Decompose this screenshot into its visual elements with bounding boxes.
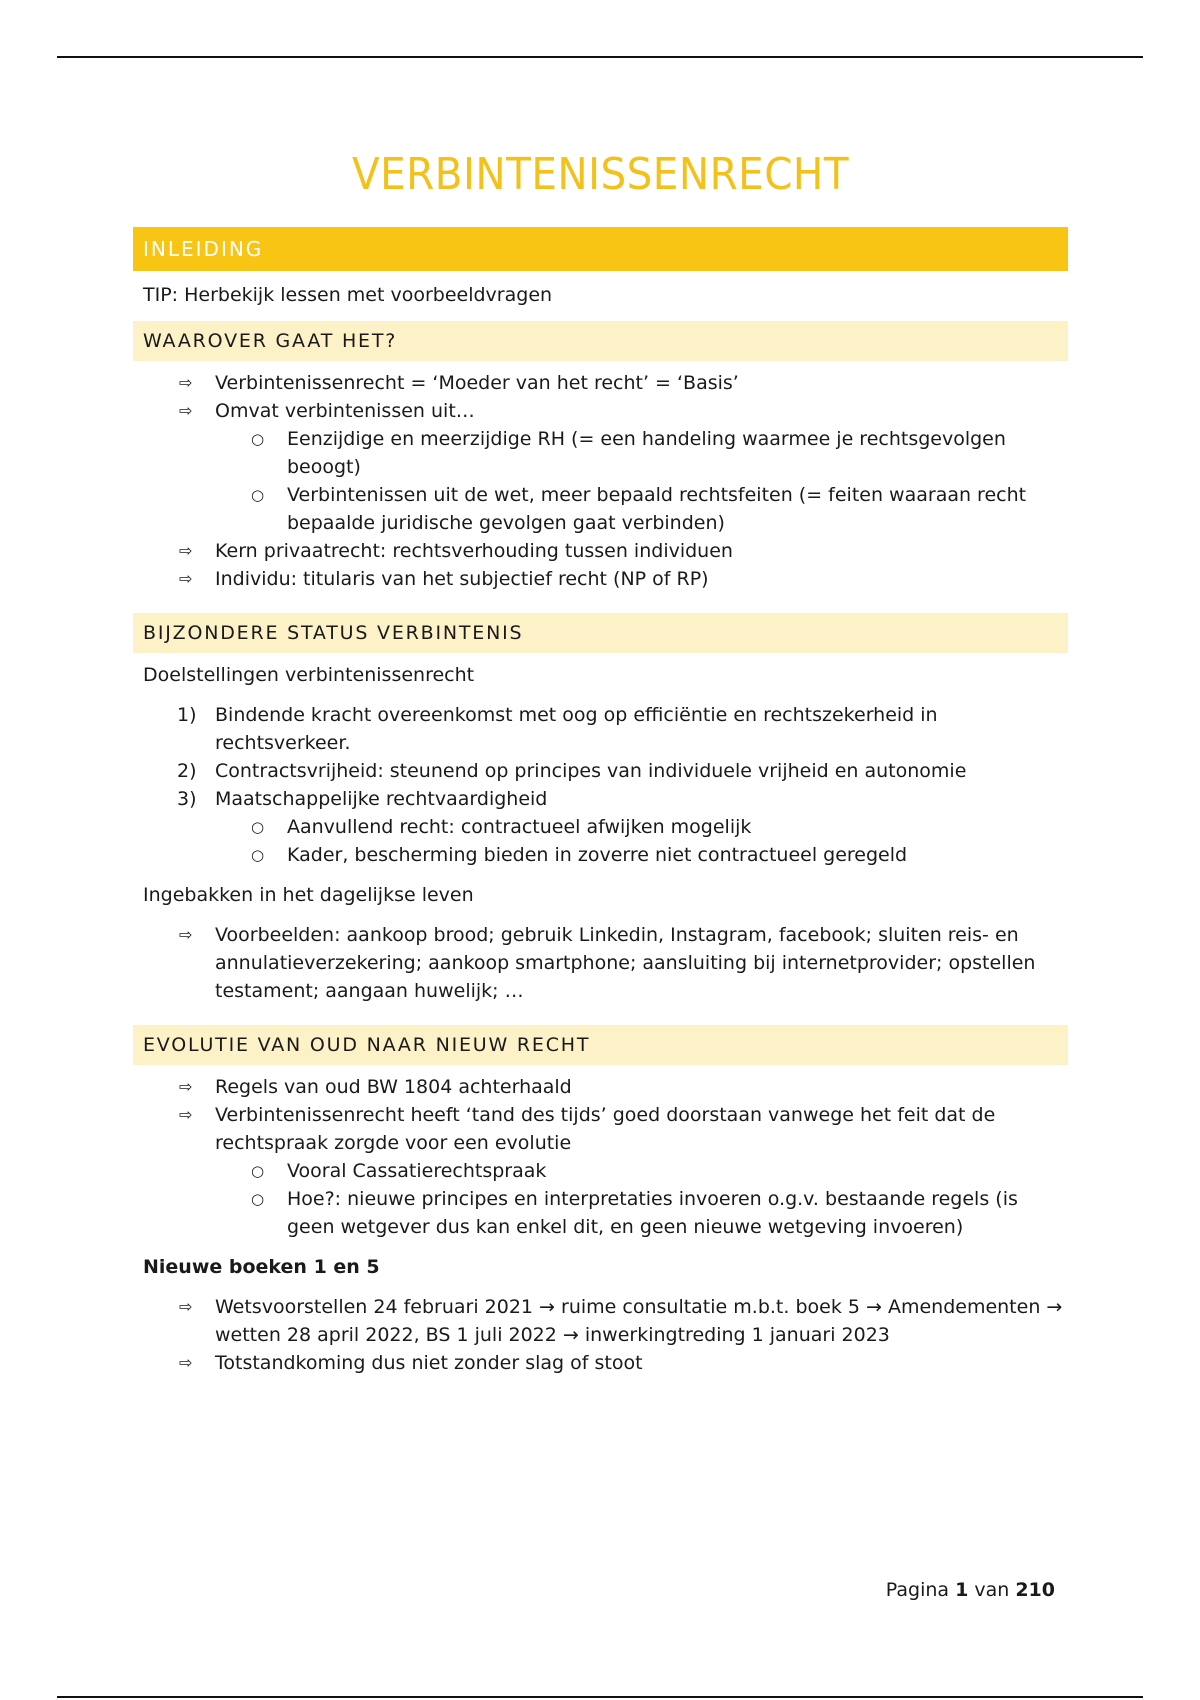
bold-subheading: Nieuwe boeken 1 en 5 xyxy=(143,1256,380,1278)
page-title: VERBINTENISSENRECHT xyxy=(351,149,850,200)
heading-status: BIJZONDERE STATUS VERBINTENIS xyxy=(133,613,1068,653)
tip-text: TIP: Herbekijk lessen met voorbeeldvragen xyxy=(143,284,553,306)
list-item: ⇨ Kern privaatrecht: rechtsverhouding tussen individuen xyxy=(133,537,1068,565)
arrow-bullet-icon: ⇨ xyxy=(179,1353,193,1372)
bottom-rule xyxy=(57,1696,1143,1698)
sub-list-item: ○ Verbintenissen uit de wet, meer bepaald rechtsfeiten (= feiten waaraan recht bepaalde juridische gevolgen gaat verbinden) xyxy=(133,481,1068,537)
heading-inleiding: INLEIDING xyxy=(133,227,1068,271)
top-rule xyxy=(57,56,1143,58)
status-numbered-list xyxy=(133,701,1068,869)
list-item: ⇨ Individu: titularis van het subjectief recht (NP of RP) xyxy=(133,565,1068,593)
list-item: ⇨ Verbintenissenrecht = ‘Moeder van het recht’ = ‘Basis’ xyxy=(133,369,1068,397)
list-item: ⇨ Omvat verbintenissen uit… ○ Eenzijdige en meerzijdige RH (= een handeling waarmee je rechtsgevolgen beoogt) ○ Verbintenissen uit de wet, meer bepaald rechtsfeiten (= feiten waaraan recht bepaalde juridische gevolgen gaat verbinden) xyxy=(133,397,1068,537)
heading-waarover: WAAROVER GAAT HET? xyxy=(133,321,1068,361)
list-item: ⇨ Voorbeelden: aankoop brood; gebruik Linkedin, Instagram, facebook; sluiten reis- en annulatieverzekering; aankoop smartphone; aansluiting bij internetprovider; opstellen testament; aangaan huwelijk; … xyxy=(133,921,1068,1005)
circle-bullet-icon: ○ xyxy=(251,846,265,864)
list-item: ⇨ Wetsvoorstellen 24 februari 2021 → ruime consultatie m.b.t. boek 5 → Amendementen → wetten 28 april 2022, BS 1 juli 2022 → inwerkingtreding 1 januari 2023 xyxy=(133,1293,1068,1349)
arrow-bullet-icon: ⇨ xyxy=(179,541,193,560)
arrow-bullet-icon: ⇨ xyxy=(179,401,193,420)
sub-list-item: ○ Eenzijdige en meerzijdige RH (= een handeling waarmee je rechtsgevolgen beoogt) xyxy=(133,425,1068,481)
numbered-item: 3) Maatschappelijke rechtvaardigheid ○ Aanvullend recht: contractueel afwijken mogelijk ○ Kader, bescherming bieden in zoverre niet contractueel geregeld xyxy=(133,785,1068,869)
status-intro: Doelstellingen verbintenissenrecht xyxy=(143,664,475,686)
arrow-bullet-icon: ⇨ xyxy=(179,373,193,392)
examples-list xyxy=(133,921,1068,1005)
status-intro-2: Ingebakken in het dagelijkse leven xyxy=(143,884,474,906)
page-number: Pagina 1 van 210 xyxy=(885,1579,1055,1601)
evolutie-list xyxy=(133,1073,1068,1241)
circle-bullet-icon: ○ xyxy=(251,1162,265,1180)
sub-list-item: ○ Aanvullend recht: contractueel afwijken mogelijk xyxy=(133,813,1068,841)
sub-list-item: ○ Hoe?: nieuwe principes en interpretaties invoeren o.g.v. bestaande regels (is geen wetgever dus kan enkel dit, en geen nieuwe wetgeving invoeren) xyxy=(133,1185,1068,1241)
circle-bullet-icon: ○ xyxy=(251,430,265,448)
circle-bullet-icon: ○ xyxy=(251,1190,265,1208)
list-item: ⇨ Totstandkoming dus niet zonder slag of stoot xyxy=(133,1349,1068,1377)
nieuwe-boeken-list xyxy=(133,1293,1068,1377)
numbered-item: 2) Contractsvrijheid: steunend op principes van individuele vrijheid en autonomie xyxy=(177,760,967,782)
numbered-item: 1) Bindende kracht overeenkomst met oog op efficiëntie en rechtszekerheid in rechtsverkeer. xyxy=(177,704,938,754)
circle-bullet-icon: ○ xyxy=(251,818,265,836)
arrow-bullet-icon: ⇨ xyxy=(179,1105,193,1124)
arrow-bullet-icon: ⇨ xyxy=(179,925,193,944)
document-body xyxy=(133,140,1068,1377)
arrow-bullet-icon: ⇨ xyxy=(179,1077,193,1096)
waarover-list xyxy=(133,369,1068,593)
sub-list-item: ○ Kader, bescherming bieden in zoverre niet contractueel geregeld xyxy=(133,841,1068,869)
list-item: ⇨ Regels van oud BW 1804 achterhaald xyxy=(133,1073,1068,1101)
heading-evolutie: EVOLUTIE VAN OUD NAAR NIEUW RECHT xyxy=(133,1025,1068,1065)
list-item: ⇨ Verbintenissenrecht heeft ‘tand des tijds’ goed doorstaan vanwege het feit dat de rechtspraak zorgde voor een evolutie ○ Vooral Cassatierechtspraak ○ Hoe?: nieuwe principes en interpretaties invoeren o.g.v. bestaande regels (is geen wetgever dus kan enkel dit, en geen nieuwe wetgeving invoeren) xyxy=(133,1101,1068,1241)
circle-bullet-icon: ○ xyxy=(251,486,265,504)
arrow-bullet-icon: ⇨ xyxy=(179,569,193,588)
arrow-bullet-icon: ⇨ xyxy=(179,1297,193,1316)
sub-list-item: ○ Vooral Cassatierechtspraak xyxy=(133,1157,1068,1185)
